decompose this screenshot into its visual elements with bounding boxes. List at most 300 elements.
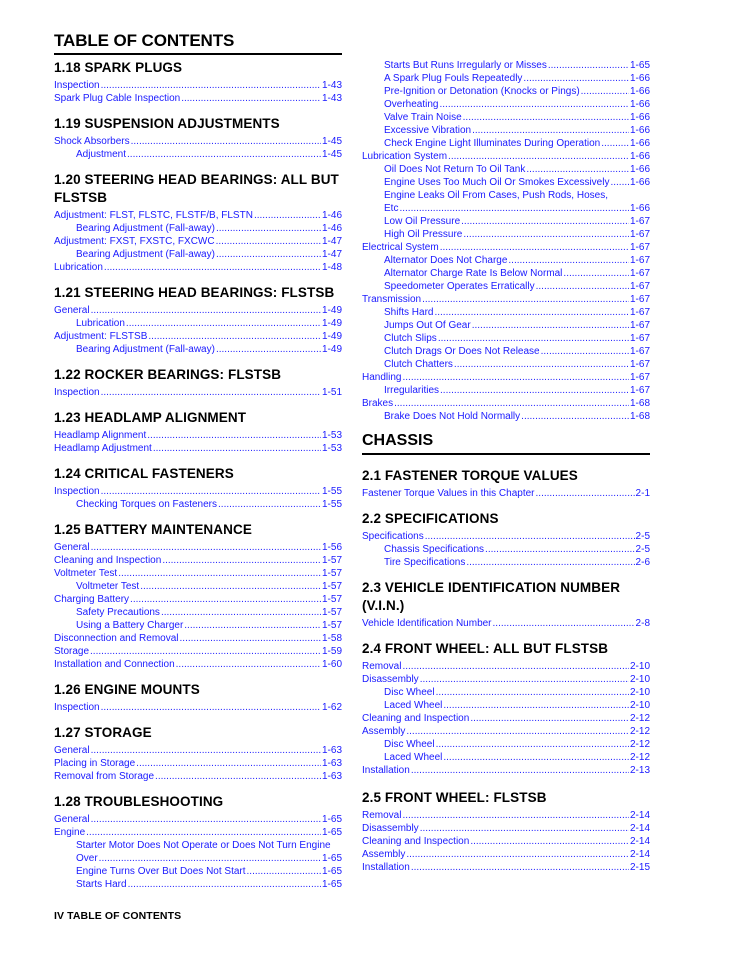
dot-leader [472,319,629,332]
toc-page-number: 1-57 [321,555,342,566]
toc-entry[interactable] [362,319,650,332]
toc-entry-title: Brakes [362,398,394,409]
dot-leader [216,343,321,356]
toc-entry[interactable] [362,124,650,137]
toc-entry[interactable] [362,384,650,397]
toc-page-number: 1-45 [321,149,342,160]
toc-entry-title: Starts Hard [76,879,127,890]
toc-page-number: 1-60 [321,659,342,670]
toc-page-number: 2-5 [635,531,650,542]
toc-entry-title: Specifications [362,531,424,542]
toc-entry-title: Bearing Adjustment (Fall-away) [76,344,215,355]
dot-leader [420,673,629,686]
toc-entry-title: Cleaning and Inspection [362,836,470,847]
toc-entry[interactable] [54,606,342,619]
dot-leader [411,764,629,777]
toc-entry-title: Shock Absorbers [54,136,130,147]
toc-page-number: 1-58 [321,633,342,644]
dot-leader [601,137,629,150]
toc-entry-title: Removal from Storage [54,771,155,782]
dot-leader [126,317,321,330]
toc-entry[interactable] [362,848,650,861]
toc-entry-title: Adjustment: FXST, FXSTC, FXCWC [54,236,215,247]
toc-page-number: 1-47 [321,249,342,260]
toc-entry[interactable] [54,593,342,606]
toc-page-number: 1-57 [321,620,342,631]
toc-entry[interactable] [54,429,342,442]
toc-entry[interactable] [54,645,342,658]
toc-entry[interactable] [362,59,650,72]
dot-leader [508,254,629,267]
section-heading: 1.26 ENGINE MOUNTS [54,682,200,697]
toc-entry-title: Valve Train Noise [384,112,462,123]
toc-entry[interactable] [362,543,650,556]
toc-page-number: 2-12 [629,752,650,763]
toc-entry[interactable] [54,222,342,235]
toc-page-number: 1-48 [321,262,342,273]
toc-entry[interactable] [54,658,342,671]
toc-entry[interactable] [362,371,650,384]
dot-leader [184,619,321,632]
section-heading: 1.20 STEERING HEAD BEARINGS: ALL BUT FLSTSB [54,172,339,205]
toc-page-number: 1-66 [629,164,650,175]
toc-entry[interactable] [54,209,342,222]
section-heading: 2.5 FRONT WHEEL: FLSTSB [362,790,547,805]
toc-page-number: 1-63 [321,758,342,769]
toc-entry-title: Checking Torques on Fasteners [76,499,218,510]
toc-entry-title: Storage [54,646,90,657]
dot-leader [485,543,635,556]
toc-entry[interactable] [362,293,650,306]
toc-entry-title: Headlamp Alignment [54,430,147,441]
dot-leader [131,135,321,148]
dot-leader [581,85,629,98]
toc-entry-title: Removal [362,810,402,821]
toc-entry-title: Safety Precautions [76,607,160,618]
toc-entry-title: Pre-Ignition or Detonation (Knocks or Pings) [384,86,580,97]
toc-entry[interactable] [362,332,650,345]
section-heading: 1.21 STEERING HEAD BEARINGS: FLSTSB [54,285,335,300]
toc-entry-title: Tire Specifications [384,557,466,568]
toc-entry-title: Shifts Hard [384,307,434,318]
toc-entry[interactable] [54,148,342,161]
toc-section [362,579,650,630]
toc-page-number: 1-43 [321,80,342,91]
dot-leader [440,384,629,397]
toc-entry[interactable] [54,261,342,274]
section-heading: 1.22 ROCKER BEARINGS: FLSTSB [54,367,282,382]
toc-entry-continued[interactable] [362,202,650,215]
section-heading: 1.19 SUSPENSION ADJUSTMENTS [54,116,280,131]
toc-page-number: 1-47 [321,236,342,247]
toc-page-number: 1-49 [321,331,342,342]
dot-leader [443,699,629,712]
toc-entry[interactable] [362,111,650,124]
dot-leader [181,92,321,105]
toc-section [54,171,342,274]
toc-page-number: 1-65 [321,814,342,825]
dot-leader [402,371,629,384]
toc-entry[interactable] [54,498,342,511]
dot-leader [402,809,629,822]
toc-entry[interactable] [54,567,342,580]
toc-entry-title: Lubrication [76,318,125,329]
toc-entry-title: Assembly [362,849,406,860]
dot-leader [155,770,321,783]
dot-leader [434,306,629,319]
chapter-heading-chassis: CHASSIS [362,431,650,455]
dot-leader [101,485,321,498]
toc-entry-title: Bearing Adjustment (Fall-away) [76,249,215,260]
toc-page-number: 2-14 [629,849,650,860]
toc-section [362,640,650,777]
toc-entry[interactable] [362,751,650,764]
toc-entry-title: Engine [54,827,86,838]
toc-page-number: 1-57 [321,594,342,605]
toc-page-number: 1-67 [629,216,650,227]
toc-entry-title: Alternator Charge Rate Is Below Normal [384,268,563,279]
toc-entry[interactable] [54,813,342,826]
toc-page-number: 1-63 [321,745,342,756]
toc-entry-title: General [54,305,90,316]
dot-leader [128,878,321,891]
toc-entry-title: Disassembly [362,674,419,685]
toc-entry-title: Electrical System [362,242,439,253]
section-heading: 2.2 SPECIFICATIONS [362,511,499,526]
toc-page-number: 1-66 [629,73,650,84]
dot-leader [153,442,321,455]
toc-page-number: 1-53 [321,430,342,441]
toc-entry-continued[interactable] [54,852,342,865]
toc-entry-title: Disc Wheel [384,739,435,750]
toc-entry[interactable] [54,839,342,852]
toc-entry[interactable] [362,397,650,410]
dot-leader [536,487,635,500]
toc-entry[interactable] [362,660,650,673]
toc-entry[interactable] [362,617,650,630]
toc-section [54,465,342,511]
toc-entry[interactable] [362,189,650,202]
toc-entry[interactable] [362,809,650,822]
toc-page-number: 1-67 [629,242,650,253]
toc-entry[interactable] [362,241,650,254]
dot-leader [218,498,321,511]
toc-page-number: 1-59 [321,646,342,657]
toc-entry[interactable] [54,865,342,878]
dot-leader [247,865,321,878]
toc-page-number: 2-8 [635,618,650,629]
toc-section [54,366,342,399]
toc-page-number: 2-10 [629,700,650,711]
toc-entry-title: General [54,745,90,756]
dot-leader [147,429,321,442]
dot-leader [127,148,321,161]
toc-entry-title: Cleaning and Inspection [54,555,162,566]
toc-entry-title: Inspection [54,702,100,713]
toc-entry[interactable] [54,878,342,891]
toc-entry-title: Voltmeter Test [76,581,140,592]
toc-entry-title: Headlamp Adjustment [54,443,152,454]
toc-entry[interactable] [362,487,650,500]
toc-entry-title: A Spark Plug Fouls Repeatedly [384,73,523,84]
dot-leader [101,79,321,92]
toc-entry[interactable] [54,386,342,399]
toc-page-number: 1-57 [321,607,342,618]
toc-page-number: 1-49 [321,305,342,316]
toc-page-number: 1-65 [321,866,342,877]
toc-entry[interactable] [54,304,342,317]
toc-entry[interactable] [54,248,342,261]
toc-entry-title: Disassembly [362,823,419,834]
section-heading: 1.24 CRITICAL FASTENERS [54,466,234,481]
toc-section [362,789,650,874]
dot-leader [523,72,629,85]
toc-entry[interactable] [54,317,342,330]
toc-entry-title: Starts But Runs Irregularly or Misses [384,60,547,71]
toc-section [54,521,342,671]
toc-page-number: 1-45 [321,136,342,147]
dot-leader [90,645,321,658]
toc-page-number: 1-67 [629,294,650,305]
toc-entry[interactable] [362,85,650,98]
toc-page-number: 1-66 [629,151,650,162]
toc-page-number: 1-67 [629,346,650,357]
toc-entry[interactable] [362,176,650,189]
toc-entry[interactable] [54,79,342,92]
toc-entry[interactable] [54,770,342,783]
dot-leader [136,757,321,770]
toc-entry[interactable] [54,632,342,645]
toc-page-number: 1-51 [321,387,342,398]
toc-page-number: 1-57 [321,581,342,592]
dot-leader [411,861,629,874]
toc-entry[interactable] [362,163,650,176]
toc-entry[interactable] [362,345,650,358]
dot-leader [91,304,321,317]
toc-page-number: 1-66 [629,138,650,149]
toc-entry[interactable] [362,228,650,241]
toc-page-number: 1-66 [629,203,650,214]
dot-leader [216,235,321,248]
toc-entry[interactable] [54,744,342,757]
toc-page-number: 2-14 [629,823,650,834]
toc-page-number: 1-66 [629,86,650,97]
toc-entry-title: Oil Does Not Return To Oil Tank [384,164,526,175]
toc-page-number: 2-10 [629,661,650,672]
toc-entry-title: Bearing Adjustment (Fall-away) [76,223,215,234]
toc-entry-title: Fastener Torque Values in this Chapter [362,488,535,499]
toc-entry[interactable] [362,137,650,150]
toc-section [54,284,342,356]
toc-entry-title: Irregularities [384,385,440,396]
toc-entry[interactable] [54,619,342,632]
toc-entry[interactable] [54,343,342,356]
toc-left-column [54,59,342,891]
toc-entry[interactable] [362,267,650,280]
dot-leader [91,541,321,554]
dot-leader [436,686,629,699]
toc-entry[interactable] [362,835,650,848]
toc-page-number: 1-67 [629,372,650,383]
dot-leader [463,228,629,241]
dot-leader [425,530,635,543]
toc-entry-title: Engine Uses Too Much Oil Or Smokes Excessively [384,177,610,188]
dot-leader [436,738,629,751]
dot-leader [161,606,321,619]
dot-leader [463,111,629,124]
dot-leader [406,848,629,861]
toc-entry[interactable] [362,712,650,725]
toc-page-number: 1-55 [321,499,342,510]
toc-page-number: 1-67 [629,385,650,396]
toc-entry[interactable] [362,530,650,543]
dot-leader [472,124,629,137]
toc-entry[interactable] [54,701,342,714]
toc-entry[interactable] [362,98,650,111]
dot-leader [176,658,321,671]
dot-leader [526,163,629,176]
toc-section [362,510,650,569]
toc-section [54,681,342,714]
dot-leader [162,554,321,567]
toc-page-number: 2-13 [629,765,650,776]
dot-leader [101,701,321,714]
page-footer: IV TABLE OF CONTENTS [54,910,182,922]
toc-page-number: 2-14 [629,810,650,821]
toc-section [362,467,650,500]
section-heading: 2.3 VEHICLE IDENTIFICATION NUMBER (V.I.N.) [362,580,621,613]
toc-entry[interactable] [362,306,650,319]
toc-entry-title: Low Oil Pressure [384,216,461,227]
toc-entry-title: General [54,814,90,825]
toc-page-number: 1-67 [629,255,650,266]
toc-page-number: 2-15 [629,862,650,873]
toc-entry[interactable] [362,150,650,163]
toc-entry-title: Laced Wheel [384,700,443,711]
toc-entry[interactable] [54,92,342,105]
dot-leader [101,386,321,399]
toc-entry[interactable] [54,541,342,554]
section-heading: 2.4 FRONT WHEEL: ALL BUT FLSTSB [362,641,609,656]
toc-entry-title: Inspection [54,486,100,497]
toc-entry[interactable] [54,135,342,148]
toc-entry-title: Jumps Out Of Gear [384,320,471,331]
dot-leader [402,660,629,673]
dot-leader [91,813,321,826]
toc-page-number: 1-67 [629,229,650,240]
dot-leader [399,202,629,215]
toc-entry-title: Check Engine Light Illuminates During Operation [384,138,601,149]
toc-page-number: 1-43 [321,93,342,104]
toc-entry-title: Installation and Connection [54,659,175,670]
toc-entry-title: Clutch Slips [384,333,437,344]
toc-page-number: 2-5 [635,544,650,555]
toc-entry-title: Adjustment: FLSTSB [54,331,148,342]
toc-entry[interactable] [362,72,650,85]
dot-leader [104,261,321,274]
toc-entry[interactable] [362,254,650,267]
toc-entry-title: Adjustment: FLST, FLSTC, FLSTF/B, FLSTN [54,210,253,221]
toc-entry[interactable] [362,673,650,686]
toc-page-number: 1-62 [321,702,342,713]
dot-leader [448,150,629,163]
toc-entry[interactable] [362,822,650,835]
toc-page-number: 2-12 [629,726,650,737]
section-heading: 1.23 HEADLAMP ALIGNMENT [54,410,247,425]
toc-entry[interactable] [54,580,342,593]
toc-entry-title: Using a Battery Charger [76,620,184,631]
toc-page-number: 1-65 [321,853,342,864]
toc-page-number: 1-46 [321,210,342,221]
toc-entry-title: Speedometer Operates Erratically [384,281,535,292]
toc-page-number: 1-67 [629,333,650,344]
dot-leader [470,835,629,848]
toc-entry[interactable] [362,556,650,569]
toc-entry[interactable] [362,410,650,423]
dot-leader [536,280,629,293]
toc-entry-title: Starter Motor Does Not Operate or Does Not Turn Engine [76,840,331,851]
toc-section [54,115,342,161]
toc-page-number: 1-65 [321,879,342,890]
toc-entry[interactable] [362,280,650,293]
dot-leader [99,852,321,865]
toc-page-number: 1-65 [321,827,342,838]
toc-entry[interactable] [362,725,650,738]
toc-page-number: 1-66 [629,112,650,123]
toc-entry-title: Inspection [54,387,100,398]
toc-entry-title: Overheating [384,99,439,110]
toc-entry[interactable] [362,699,650,712]
toc-entry[interactable] [54,235,342,248]
toc-entry-title: Assembly [362,726,406,737]
dot-leader [91,744,321,757]
toc-entry[interactable] [362,738,650,751]
toc-entry[interactable] [54,554,342,567]
toc-entry-title: Removal [362,661,402,672]
dot-leader [438,332,629,345]
toc-entry-title: Brake Does Not Hold Normally [384,411,521,422]
toc-entry-title: Installation [362,862,410,873]
toc-entry[interactable] [54,485,342,498]
dot-leader [470,712,629,725]
toc-entry[interactable] [54,330,342,343]
toc-page-number: 2-12 [629,713,650,724]
toc-entry[interactable] [362,764,650,777]
toc-entry[interactable] [362,861,650,874]
toc-page-number: 1-68 [629,411,650,422]
toc-entry[interactable] [54,442,342,455]
toc-page-number: 2-14 [629,836,650,847]
toc-entry-title: Disc Wheel [384,687,435,698]
toc-entry-title: Cleaning and Inspection [362,713,470,724]
toc-entry-title: Engine Turns Over But Does Not Start [76,866,246,877]
toc-entry[interactable] [54,757,342,770]
toc-section [54,724,342,783]
toc-page-number: 1-66 [629,99,650,110]
toc-page-number: 1-53 [321,443,342,454]
toc-page-number: 1-57 [321,568,342,579]
toc-entry-title: Etc [384,203,399,214]
toc-entry[interactable] [54,826,342,839]
dot-leader [254,209,321,222]
toc-entry[interactable] [362,686,650,699]
dot-leader [216,248,321,261]
toc-page-number: 1-55 [321,486,342,497]
toc-entry[interactable] [362,358,650,371]
dot-leader [180,632,321,645]
dot-leader [394,397,629,410]
toc-entry[interactable] [362,215,650,228]
